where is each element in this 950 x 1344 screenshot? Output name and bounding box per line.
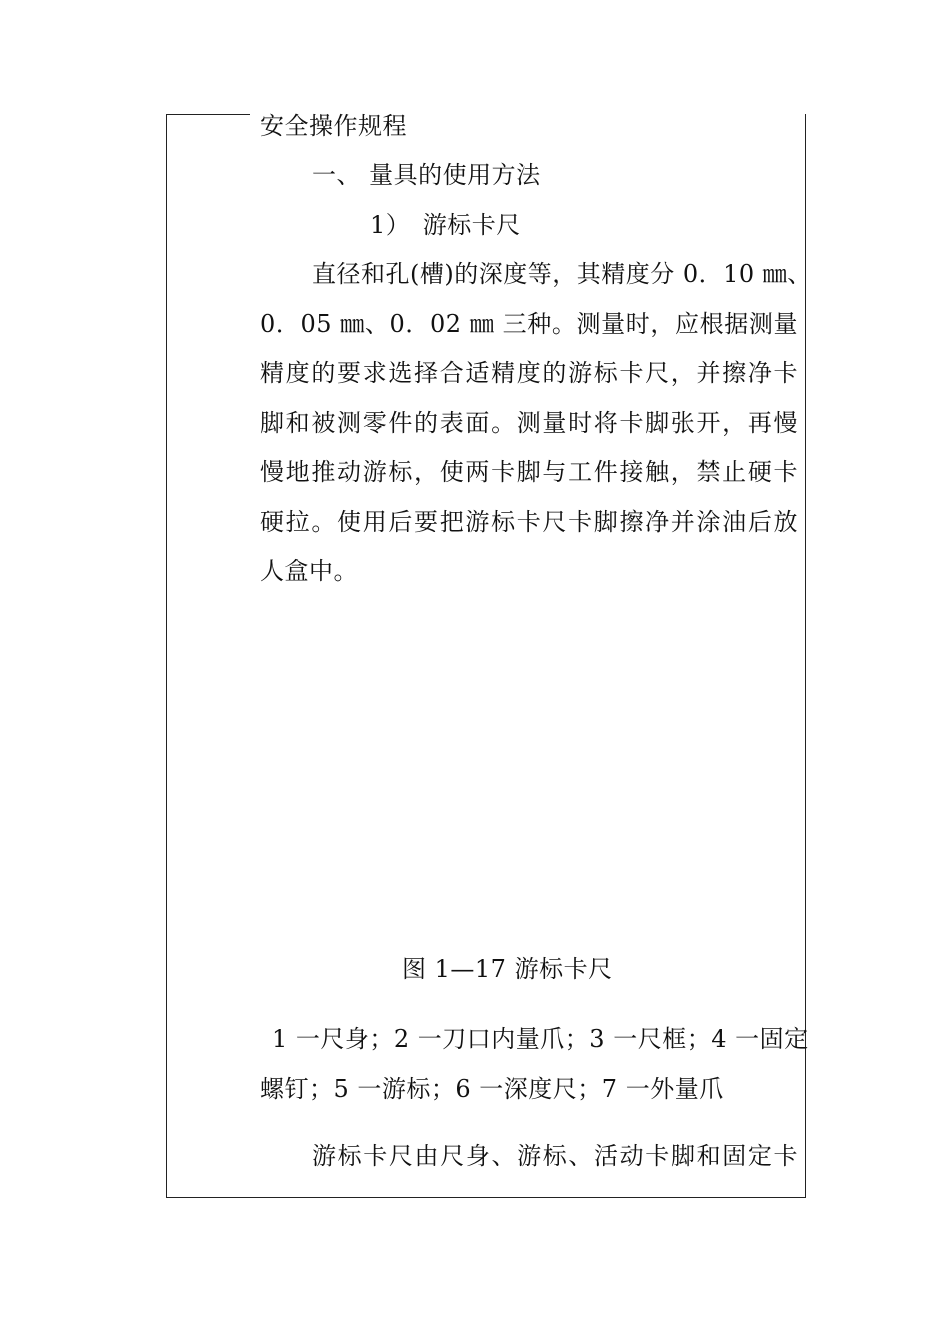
closing-line: 游标卡尺由尺身、游标、活动卡脚和固定卡 <box>312 1142 798 1170</box>
paragraph-line-5: 慢地推动游标，使两卡脚与工件接触，禁止硬卡 <box>260 458 798 486</box>
paragraph-line-3: 精度的要求选择合适精度的游标卡尺，并擦净卡 <box>260 359 798 387</box>
section-heading: 一、 量具的使用方法 <box>312 161 541 189</box>
figure-caption: 图 1—17 游标卡尺 <box>402 955 613 983</box>
frame-top-rule <box>166 114 250 115</box>
paragraph-line-4: 脚和被测零件的表面。测量时将卡脚张开，再慢 <box>260 409 798 437</box>
legend-line-1: 1 一尺身；2 一刀口内量爪；3 一尺框；4 一固定 <box>272 1025 809 1053</box>
paragraph-line-2: 0．05 ㎜、0．02 ㎜ 三种。测量时，应根据测量 <box>260 310 798 338</box>
paragraph-line-6: 硬拉。使用后要把游标卡尺卡脚擦净并涂油后放 <box>260 508 798 536</box>
subsection-heading: 1） 游标卡尺 <box>370 211 521 239</box>
paragraph-line-7: 人盒中。 <box>260 557 358 585</box>
legend-line-2: 螺钉；5 一游标；6 一深度尺；7 一外量爪 <box>260 1075 724 1103</box>
document-title: 安全操作规程 <box>260 112 407 140</box>
paragraph-line-1: 直径和孔(槽)的深度等，其精度分 0．10 ㎜、 <box>312 260 812 288</box>
